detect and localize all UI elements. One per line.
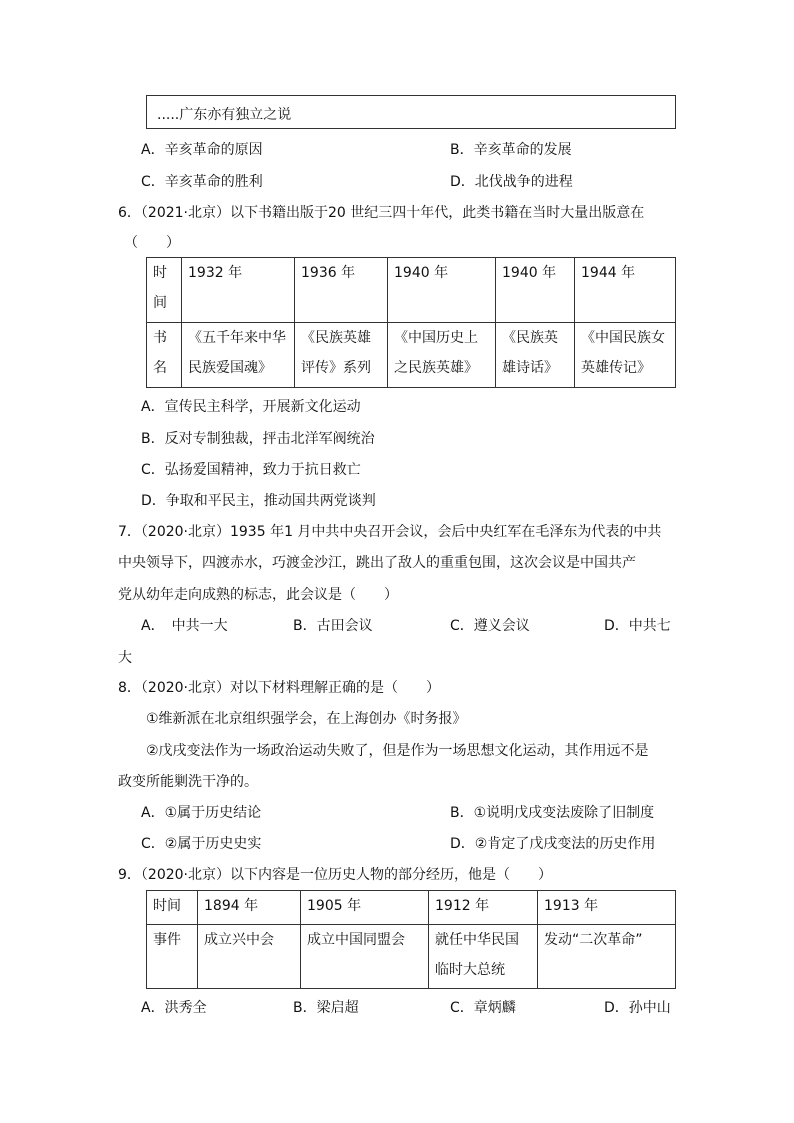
q7-option-a[interactable]: A． 中共一大: [141, 618, 228, 634]
table-row: [147, 891, 676, 925]
table-cell: 《五千年来中华 民族爱国魂》: [182, 323, 295, 388]
q8-material-2-line2: 政变所能剿洗干净的。: [118, 774, 258, 790]
q9-option-b[interactable]: B．梁启超: [293, 1000, 359, 1016]
q8-material-2-line1: ②戊戌变法作为一场政治运动失败了，但是作为一场思想文化运动，其作用远不是: [146, 743, 649, 759]
q5-option-d[interactable]: D．北伐战争的进程: [450, 174, 573, 190]
table-header-cell: 书 名: [147, 323, 182, 388]
q5-option-b[interactable]: B．辛亥革命的发展: [450, 142, 572, 158]
q5-option-c[interactable]: C．辛亥革命的胜利: [141, 174, 263, 190]
table-row: [147, 925, 676, 989]
table-cell: 1940 年: [496, 258, 575, 323]
q8-option-a[interactable]: A．①属于历史结论: [141, 805, 262, 821]
q6-option-a[interactable]: A．宣传民主科学，开展新文化运动: [141, 399, 361, 415]
quote-box: [146, 95, 676, 129]
table-header-cell: 事件: [147, 925, 198, 989]
q8-option-d[interactable]: D．②肯定了戊戌变法的历史作用: [450, 836, 656, 852]
q7-option-d[interactable]: D．中共七: [604, 618, 671, 634]
table-cell: 《中国历史上 之民族英雄》: [388, 323, 496, 388]
table-header-cell: 时间: [147, 891, 198, 925]
table-cell: 1912 年: [429, 891, 538, 925]
table-cell: 1944 年: [575, 258, 676, 323]
q8-option-b[interactable]: B．①说明戊戌变法废除了旧制度: [450, 805, 655, 821]
q7-option-b[interactable]: B．古田会议: [293, 618, 373, 634]
table-cell: 1940 年: [388, 258, 496, 323]
q6-stem-line2: （ ）: [124, 235, 180, 251]
table-cell: 《民族英雄 评传》系列: [295, 323, 388, 388]
q7-option-d-wrap: 大: [118, 650, 132, 666]
table-row: [147, 258, 676, 323]
q9-option-d[interactable]: D．孙中山: [604, 1000, 671, 1016]
q9-event-table: [146, 890, 676, 989]
q8-option-c[interactable]: C．②属于历史史实: [141, 836, 262, 852]
q9-option-a[interactable]: A．洪秀全: [141, 1000, 207, 1016]
q9-option-c[interactable]: C．章炳麟: [450, 1000, 516, 1016]
q7-option-c[interactable]: C．遵义会议: [450, 618, 530, 634]
q7-stem-line3: 党从幼年走向成熟的标志，此会议是（ ）: [118, 587, 398, 603]
table-cell: 1913 年: [538, 891, 676, 925]
q7-stem-line1: 7．（2020·北京）1935 年1 月中共中央召开会议，会后中央红军在毛泽东为代表的中共: [118, 524, 662, 540]
quote-text: .....广东亦有独立之说: [157, 107, 292, 123]
table-header-cell: 时 间: [147, 258, 182, 323]
table-cell: 《中国民族女 英雄传记》: [575, 323, 676, 388]
q6-option-d[interactable]: D．争取和平民主，推动国共两党谈判: [141, 493, 376, 509]
q5-option-a[interactable]: A．辛亥革命的原因: [141, 142, 263, 158]
q6-stem-line1: 6．（2021·北京）以下书籍出版于20 世纪三四十年代，此类书籍在当时大量出版意在: [118, 205, 645, 221]
q6-book-table: [146, 257, 676, 388]
table-cell: 成立中国同盟会: [301, 925, 429, 989]
q8-stem: 8．（2020·北京）对以下材料理解正确的是（ ）: [118, 680, 440, 696]
table-cell: 1905 年: [301, 891, 429, 925]
table-cell: 就任中华民国临时大总统: [429, 925, 538, 989]
table-row: [147, 323, 676, 388]
q6-option-b[interactable]: B．反对专制独裁，抨击北洋军阀统治: [141, 431, 375, 447]
table-cell: 1936 年: [295, 258, 388, 323]
q9-stem: 9．（2020·北京）以下内容是一位历史人物的部分经历，他是（ ）: [118, 867, 552, 883]
table-cell: 1932 年: [182, 258, 295, 323]
table-cell: 成立兴中会: [198, 925, 301, 989]
q8-material-1: ①维新派在北京组织强学会，在上海创办《时务报》: [146, 711, 467, 727]
table-cell: 1894 年: [198, 891, 301, 925]
table-cell: 《民族英 雄诗话》: [496, 323, 575, 388]
table-cell: 发动“二次革命”: [538, 925, 676, 989]
q6-option-c[interactable]: C．弘扬爱国精神，致力于抗日救亡: [141, 462, 361, 478]
q7-stem-line2: 中央领导下，四渡赤水，巧渡金沙江，跳出了敌人的重重包围，这次会议是中国共产: [118, 555, 636, 571]
